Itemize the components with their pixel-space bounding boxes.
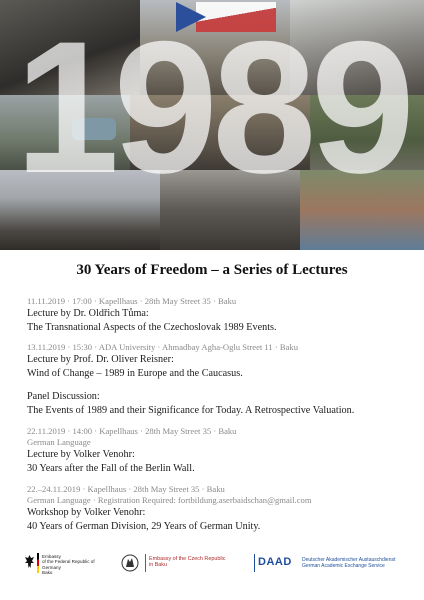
czech-embassy-logo — [120, 552, 230, 584]
event-5-meta: 22.–24.11.2019 · Kapellhaus · 28th May Street 35 · Baku — [27, 484, 225, 494]
event-5-line-1: Workshop by Volker Venohr: — [27, 507, 146, 518]
event-3 — [27, 390, 412, 417]
flag-stripe-icon — [37, 553, 39, 573]
footer-logos — [0, 548, 424, 588]
event-3-line-2: The Events of 1989 and their Significance for Today. A Retrospective Valuation. — [27, 404, 355, 416]
czech-embassy-text: Embassy of the Czech Republic in Baku — [149, 556, 226, 569]
event-2-line-1: Lecture by Prof. Dr. Oliver Reisner: — [27, 354, 174, 365]
event-5 — [27, 484, 412, 533]
event-4-line-2: 30 Years after the Fall of the Berlin Wall. — [27, 462, 195, 474]
daad-text: Deutscher Akademischer Austauschdienst German Academic Exchange Service — [302, 557, 396, 569]
hero-collage — [0, 0, 424, 250]
event-4-language: German Language — [27, 437, 91, 447]
daad-logo — [254, 552, 414, 584]
event-2 — [27, 342, 412, 380]
germany-embassy-text: Embassy of the Federal Republic of Germany Baku — [42, 554, 95, 576]
eagle-icon — [24, 554, 35, 570]
event-4 — [27, 426, 412, 475]
event-5-line-2: 40 Years of German Division, 29 Years of German Unity. — [27, 520, 261, 532]
czech-lion-icon — [120, 553, 140, 573]
event-4-line-1: Lecture by Volker Venohr: — [27, 449, 135, 460]
daad-wordmark: DAAD — [258, 556, 292, 568]
event-3-line-1: Panel Discussion: — [27, 391, 100, 402]
event-4-meta: 22.11.2019 · 14:00 · Kapellhaus · 28th May Street 35 · Baku — [27, 426, 237, 436]
event-2-meta: 13.11.2019 · 15:30 · ADA University · Ahmadbay Agha-Oglu Street 11 · Baku — [27, 342, 298, 352]
event-1 — [27, 296, 412, 334]
germany-embassy-logo — [24, 552, 114, 584]
event-5-language: German Language · Registration Required: fortbildung.aserbaidschan@gmail.com — [27, 495, 312, 505]
event-1-line-2: The Transnational Aspects of the Czechoslovak 1989 Events. — [27, 321, 277, 333]
event-2-line-2: Wind of Change – 1989 in Europe and the Caucasus. — [27, 367, 243, 379]
hero-year-text: 1989 — [14, 2, 410, 212]
event-1-meta: 11.11.2019 · 17:00 · Kapellhaus · 28th May Street 35 · Baku — [27, 296, 237, 306]
event-1-line-1: Lecture by Dr. Oldřich Tůma: — [27, 308, 149, 319]
page-title: 30 Years of Freedom – a Series of Lectures — [76, 262, 348, 278]
hero-year-overlay — [0, 0, 424, 250]
czech-divider — [145, 554, 146, 572]
daad-divider — [254, 554, 255, 572]
